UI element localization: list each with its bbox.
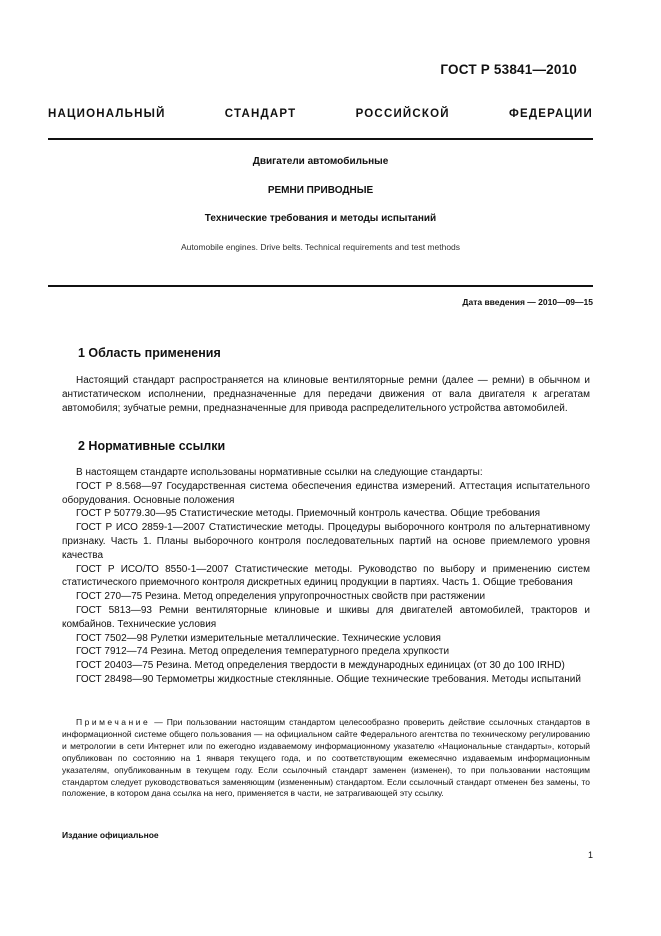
title-english: Automobile engines. Drive belts. Technical requirements and test methods (180, 242, 461, 252)
section-1-body (62, 374, 590, 415)
page-number: 1 (587, 850, 593, 860)
title-line-2: РЕМНИ ПРИВОДНЫЕ (267, 185, 374, 196)
section-2-body (62, 466, 590, 687)
standard-code: ГОСТ Р 53841—2010 (440, 62, 577, 77)
reference-item: ГОСТ Р 50779.30—95 Статистические методы. Приемочный контроль качества. Общие требования (76, 508, 541, 520)
reference-item: ГОСТ 270—75 Резина. Метод определения упругопрочностных свойств при растяжении (76, 591, 486, 603)
title-line-3: Технические требования и методы испытаний (204, 213, 437, 224)
section-1-heading: 1 Область применения (78, 346, 221, 360)
reference-item: ГОСТ Р ИСО 2859-1—2007 Статистические методы. Процедуры выборочного контроля по альтернативному признаку. Часть 1. Планы выборочного контроля последовательных партий на основе приемлемого уровня качества (62, 522, 590, 561)
title-rule (48, 285, 593, 287)
note-block (62, 717, 590, 800)
reference-item: ГОСТ 7502—98 Рулетки измерительные металлические. Технические условия (76, 632, 441, 644)
reference-item: ГОСТ Р ИСО/ТО 8550-1—2007 Статистические методы. Руководство по выбору и применению систем статистического приемочного контроля дискретных единиц продукции в партиях. Часть 1. Общие требования (62, 563, 590, 589)
note-label: Примечание (76, 717, 151, 727)
reference-item: ГОСТ 7912—74 Резина. Метод определения температурного предела хрупкости (76, 646, 450, 658)
reference-item: ГОСТ 28498—90 Термометры жидкостные стеклянные. Общие технические требования. Методы испытаний (76, 673, 581, 685)
title-line-1: Двигатели автомобильные (252, 156, 389, 167)
reference-item: ГОСТ 20403—75 Резина. Метод определения твердости в международных единицах (от 30 до 100 IRHD) (76, 660, 565, 672)
reference-item: ГОСТ Р 8.568—97 Государственная система обеспечения единства измерений. Аттестация испытательного оборудования. Основные положения (62, 480, 590, 506)
section-2-heading: 2 Нормативные ссылки (78, 439, 226, 453)
reference-item: ГОСТ 5813—93 Ремни вентиляторные клиновые и шкивы для двигателей автомобилей, тракторов и комбайнов. Технические условия (62, 604, 590, 630)
header-rule (48, 138, 593, 140)
date-of-introduction: Дата введения — 2010—09—15 (462, 297, 593, 307)
note-text: — При пользовании настоящим стандартом целесообразно проверить действие ссылочных стандартов в информационной системе общего пользования — на официальном сайте Федерального агентства по техническому регулированию и метрологии в сети Интернет или по ежегодно издаваемому информационному указателю «Национальные стандарты», который опубликован по состоянию на 1 января текущего года, и по соответствующим ежемесячно издаваемым информационным указателям, опубликованным в текущем году. Если ссылочный стандарт заменен (изменен), то при пользовании настоящим стандартом следует руководствоваться заменяющим (измененным) стандартом. Если ссылочный стандарт отменен без замены, то положение, в котором дана ссылка на него, применяется в части, не затрагивающей эту ссылку. (62, 717, 590, 799)
section-2-intro: В настоящем стандарте использованы нормативные ссылки на следующие стандарты: (76, 467, 483, 478)
national-standard-banner: НАЦИОНАЛЬНЫЙ СТАНДАРТ РОССИЙСКОЙ ФЕДЕРАЦИИ (48, 108, 593, 120)
official-publication: Издание официальное (62, 830, 159, 840)
section-1-paragraph: Настоящий стандарт распространяется на клиновые вентиляторные ремни (далее — ремни) в обычном и антистатическом исполнении, предназначенные для передачи движения от вала двигателя к агрегатам автомобиля; зубчатые ремни, предназначенные для привода распределительного устройства автомобилей. (62, 375, 590, 414)
